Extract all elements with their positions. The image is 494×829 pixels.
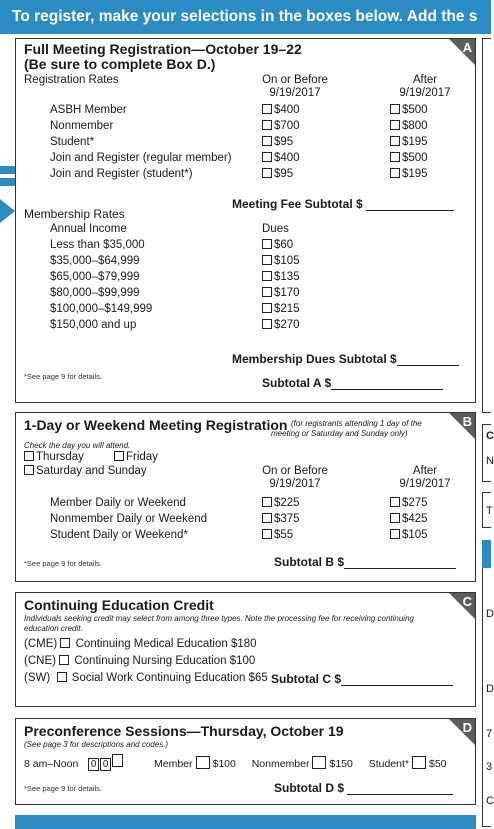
member-label: Member xyxy=(153,758,193,770)
column-header: After xyxy=(412,74,438,86)
checkbox[interactable] xyxy=(262,271,272,281)
dues-option[interactable]: $105 xyxy=(262,255,300,267)
box-b-note: (for registrants attending 1 day of the xyxy=(291,419,422,428)
subtotal-a-field[interactable] xyxy=(331,380,443,390)
dues-option[interactable]: $270 xyxy=(262,319,300,331)
weekend-option[interactable]: Saturday and Sunday xyxy=(24,465,147,477)
checkbox[interactable] xyxy=(262,497,272,507)
box-c-description: education credit. xyxy=(24,624,83,633)
box-a-full-meeting xyxy=(15,38,476,403)
income-bracket: $80,000–$99,999 xyxy=(50,287,140,299)
checkbox[interactable] xyxy=(390,104,400,114)
box-b-day-registration xyxy=(15,412,476,582)
checkbox[interactable] xyxy=(390,120,400,130)
nonmember-price: $150 xyxy=(329,758,353,770)
membership-dues-field[interactable] xyxy=(397,356,459,366)
member-price: $100 xyxy=(212,758,236,770)
checkbox[interactable] xyxy=(390,136,400,146)
box-d-title: Preconference Sessions—Thursday, October 19 xyxy=(24,723,344,739)
rate-label: Nonmember xyxy=(50,120,114,132)
nonmember-checkbox[interactable] xyxy=(312,756,326,769)
checkbox[interactable] xyxy=(262,239,272,249)
right-fragment-letter: C xyxy=(486,430,494,442)
bottom-bar xyxy=(15,815,476,829)
box-b-title: 1-Day or Weekend Meeting Registration xyxy=(24,417,288,433)
rate-label: Join and Register (regular member) xyxy=(50,152,232,164)
rate-option[interactable]: $800 xyxy=(390,120,428,132)
right-fragment-letter: D xyxy=(486,608,494,620)
right-fragment-bar xyxy=(482,540,491,568)
checkbox[interactable] xyxy=(262,303,272,313)
box-d-preconference xyxy=(15,718,476,805)
session-time: 8 am–Noon xyxy=(24,758,79,770)
student-checkbox[interactable] xyxy=(412,756,426,769)
rate-option[interactable]: $225 xyxy=(262,497,300,509)
checkbox[interactable] xyxy=(390,529,400,539)
right-fragment-letter: D xyxy=(486,683,494,695)
dues-option[interactable]: $135 xyxy=(262,271,300,283)
rate-option[interactable]: $275 xyxy=(390,497,428,509)
box-a-subtitle: (Be sure to complete Box D.) xyxy=(24,56,216,72)
right-panel-fragment xyxy=(482,38,491,413)
column-header: After xyxy=(412,465,438,477)
arrow-indicator xyxy=(0,199,15,223)
rate-label: Join and Register (student*) xyxy=(50,168,193,180)
rate-option[interactable]: $195 xyxy=(390,168,428,180)
right-panel-fragment xyxy=(482,568,491,827)
right-fragment-letter: N xyxy=(486,455,494,467)
box-letter-badge: C xyxy=(449,593,475,619)
rate-option[interactable]: $95 xyxy=(262,136,293,148)
rate-option[interactable]: $95 xyxy=(262,168,293,180)
income-bracket: $35,000–$64,999 xyxy=(50,255,140,267)
rate-label: Student* xyxy=(50,136,95,148)
rate-option[interactable]: $425 xyxy=(390,513,428,525)
income-bracket: Less than $35,000 xyxy=(50,239,145,251)
subtotal-c-field[interactable] xyxy=(341,676,453,686)
column-header: 9/19/2017 xyxy=(399,87,451,99)
footnote: *See page 9 for details. xyxy=(24,559,102,568)
checkbox[interactable] xyxy=(390,168,400,178)
code-digit[interactable]: 0 xyxy=(100,758,111,771)
subtotal-a: Subtotal A $ xyxy=(262,376,443,390)
checkbox[interactable] xyxy=(390,152,400,162)
nonmember-label: Nonmember xyxy=(251,758,310,770)
member-checkbox[interactable] xyxy=(196,756,210,769)
checkbox[interactable] xyxy=(262,104,272,114)
thursday-option[interactable]: Thursday xyxy=(24,451,84,463)
friday-option[interactable]: Friday xyxy=(114,451,158,463)
registration-rates-label: Registration Rates xyxy=(24,74,119,86)
membership-rates-label: Membership Rates xyxy=(24,207,125,221)
meeting-fee-field[interactable] xyxy=(366,201,454,211)
income-bracket: $150,000 and up xyxy=(50,319,137,331)
rate-label: ASBH Member xyxy=(50,104,127,116)
column-header: 9/19/2017 xyxy=(269,87,321,99)
rate-option[interactable]: $195 xyxy=(390,136,428,148)
box-a-title: Full Meeting Registration—October 19–22 xyxy=(24,41,302,57)
box-d-subtitle: (See page 3 for descriptions and codes.) xyxy=(24,740,169,749)
right-fragment-letter: 3 xyxy=(486,761,493,773)
sw-option[interactable]: (SW) Social Work Continuing Education $65 xyxy=(24,672,268,684)
rate-label: Member Daily or Weekend xyxy=(50,497,186,509)
cme-option[interactable]: (CME) Continuing Medical Education $180 xyxy=(24,638,257,650)
membership-dues-subtotal: Membership Dues Subtotal $ xyxy=(232,352,459,366)
dues-option[interactable]: $215 xyxy=(262,303,300,315)
income-bracket: $100,000–$149,999 xyxy=(50,303,153,315)
rate-option[interactable]: $55 xyxy=(262,529,293,541)
checkbox[interactable] xyxy=(262,136,272,146)
column-header: 9/19/2017 xyxy=(269,478,321,490)
column-header: 9/19/2017 xyxy=(399,478,451,490)
checkbox[interactable] xyxy=(262,168,272,178)
subtotal-d-field[interactable] xyxy=(347,785,453,795)
subtotal-b: Subtotal B $ xyxy=(274,555,456,569)
student-price: $50 xyxy=(428,758,447,770)
rate-option[interactable]: $500 xyxy=(390,152,428,164)
dues-option[interactable]: $60 xyxy=(262,239,293,251)
right-fragment-letter: C xyxy=(486,795,494,807)
rate-option[interactable]: $400 xyxy=(262,104,300,116)
checkbox[interactable] xyxy=(390,497,400,507)
subtotal-c: Subtotal C $ xyxy=(271,672,453,686)
income-bracket: $65,000–$79,999 xyxy=(50,271,140,283)
column-header: On or Before xyxy=(262,74,328,86)
checkbox[interactable] xyxy=(262,529,272,539)
checkbox[interactable] xyxy=(262,120,272,130)
box-c-title: Continuing Education Credit xyxy=(24,597,214,613)
dues-option[interactable]: $170 xyxy=(262,287,300,299)
footnote: *See page 9 for details. xyxy=(24,784,102,793)
code-digit[interactable]: 0 xyxy=(88,758,99,771)
checkbox[interactable] xyxy=(60,638,70,648)
checkbox[interactable] xyxy=(57,672,67,682)
box-letter-badge: A xyxy=(449,39,475,65)
subtotal-b-field[interactable] xyxy=(344,559,456,569)
checkbox[interactable] xyxy=(262,513,272,523)
checkbox[interactable] xyxy=(114,451,124,461)
session-row xyxy=(24,754,447,771)
checkbox[interactable] xyxy=(262,287,272,297)
rate-label: Nonmember Daily or Weekend xyxy=(50,513,208,525)
rate-label: Student Daily or Weekend* xyxy=(50,529,188,541)
rate-option[interactable]: $400 xyxy=(262,152,300,164)
box-b-note: meeting or Saturday and Sunday only) xyxy=(271,429,408,438)
checkbox[interactable] xyxy=(24,451,34,461)
checkbox[interactable] xyxy=(262,255,272,265)
box-c-continuing-education xyxy=(15,592,476,707)
instructions-banner: To register, make your selections in the boxes below. Add the s xyxy=(0,0,491,34)
rate-option[interactable]: $105 xyxy=(390,529,428,541)
student-label: Student* xyxy=(368,758,409,770)
cne-option[interactable]: (CNE) Continuing Nursing Education $100 xyxy=(24,655,256,667)
box-c-description: Individuals seeking credit may select from among three types. Note the processing fee for receiving continuing xyxy=(24,614,414,623)
check-day-label: Check the day you will attend. xyxy=(24,441,131,450)
subtotal-d: Subtotal D $ xyxy=(274,781,453,795)
right-fragment-letter: 7 xyxy=(486,728,493,740)
checkbox[interactable] xyxy=(390,513,400,523)
checkbox[interactable] xyxy=(59,655,69,665)
code-digit[interactable] xyxy=(112,754,123,767)
checkbox[interactable] xyxy=(24,465,34,475)
checkbox[interactable] xyxy=(262,152,272,162)
box-letter-badge: D xyxy=(449,719,475,745)
rate-option[interactable]: $700 xyxy=(262,120,300,132)
right-fragment-letter: T xyxy=(486,505,493,517)
box-letter-badge: B xyxy=(449,413,475,439)
footnote: *See page 9 for details. xyxy=(24,372,102,381)
rate-option[interactable]: $375 xyxy=(262,513,300,525)
dues-label: Dues xyxy=(262,223,289,235)
rate-option[interactable]: $500 xyxy=(390,104,428,116)
income-label: Annual Income xyxy=(50,223,127,235)
checkbox[interactable] xyxy=(262,319,272,329)
column-header: On or Before xyxy=(262,465,328,477)
meeting-fee-subtotal: Meeting Fee Subtotal $ xyxy=(232,197,454,211)
